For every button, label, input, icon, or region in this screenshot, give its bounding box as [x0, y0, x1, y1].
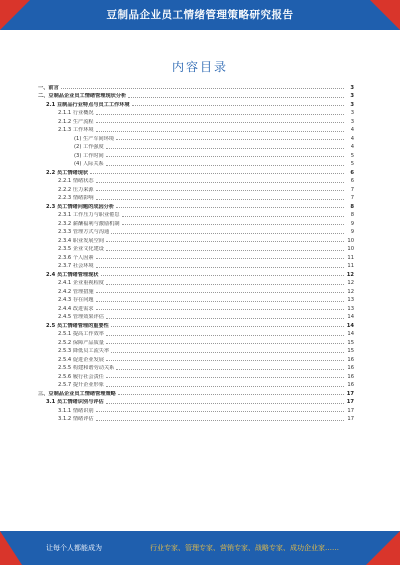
- toc-entry-label: 2.3.2 薪酬福利与激励机制: [58, 220, 120, 227]
- toc-entry-page-number: 13: [347, 305, 354, 312]
- toc-entry-label: 2.4.4 改进需求: [58, 305, 94, 312]
- toc-dot-leader: [96, 258, 344, 259]
- toc-entry[interactable]: [38, 142, 354, 151]
- toc-dot-leader: [96, 292, 344, 293]
- toc-entry-label: 二、豆制品企业员工情绪管理现状分析: [38, 93, 127, 99]
- toc-entry-page-number: 9: [350, 220, 354, 227]
- toc-entry[interactable]: [38, 405, 354, 414]
- toc-entry[interactable]: [38, 91, 354, 100]
- toc-entry-page-number: 13: [347, 297, 354, 303]
- toc-dot-leader: [106, 284, 344, 285]
- toc-dot-leader: [116, 369, 344, 370]
- toc-entry-page-number: 5: [350, 152, 354, 159]
- toc-entry-page-number: 12: [347, 288, 354, 295]
- toc-entry[interactable]: [38, 414, 354, 423]
- footer-corner-right-decoration: [366, 531, 400, 565]
- toc-dot-leader: [96, 182, 344, 183]
- toc-entry[interactable]: [38, 269, 354, 278]
- toc-entry[interactable]: [38, 201, 354, 210]
- table-of-contents: [38, 82, 354, 422]
- toc-entry[interactable]: [38, 363, 354, 372]
- toc-dot-leader: [132, 105, 344, 106]
- toc-entry[interactable]: [38, 176, 354, 185]
- toc-dot-leader: [111, 326, 344, 327]
- toc-entry-page-number: 10: [347, 246, 354, 252]
- toc-dot-leader: [118, 394, 344, 395]
- toc-dot-leader: [122, 216, 344, 217]
- toc-entry-page-number: 12: [346, 271, 354, 278]
- toc-entry-label: 2.5.3 降低员工流失率: [58, 348, 110, 354]
- toc-entry-page-number: 11: [347, 263, 354, 269]
- toc-entry-page-number: 17: [346, 399, 354, 405]
- toc-entry[interactable]: [38, 116, 354, 125]
- toc-entry-label: 2.1.3 工作环境: [58, 127, 94, 133]
- toc-entry[interactable]: [38, 210, 354, 219]
- toc-entry-page-number: 3: [350, 110, 354, 116]
- toc-entry-label: (3) 工作时间: [74, 152, 104, 159]
- toc-entry-page-number: 8: [350, 203, 354, 210]
- toc-entry-page-number: 7: [350, 186, 354, 193]
- toc-dot-leader: [106, 241, 344, 242]
- toc-entry-page-number: 10: [347, 237, 354, 244]
- toc-entry[interactable]: [38, 82, 354, 91]
- toc-entry-page-number: 16: [347, 373, 354, 380]
- toc-entry-label: 2.3.6 个人因素: [58, 254, 94, 261]
- toc-dot-leader: [106, 360, 344, 361]
- toc-entry[interactable]: [38, 159, 354, 168]
- toc-entry-page-number: 16: [347, 356, 354, 363]
- toc-entry[interactable]: [38, 218, 354, 227]
- toc-entry-label: 2.3.3 管理方式与沟通: [58, 229, 110, 235]
- toc-dot-leader: [96, 309, 344, 310]
- toc-entry[interactable]: [38, 371, 354, 380]
- toc-dot-leader: [96, 190, 344, 191]
- toc-dot-leader: [90, 173, 344, 174]
- report-title: 豆制品企业员工情绪管理策略研究报告: [106, 9, 294, 21]
- toc-entry-page-number: 3: [350, 84, 354, 91]
- toc-entry[interactable]: [38, 286, 354, 295]
- toc-entry-page-number: 14: [347, 331, 354, 337]
- toc-entry-label: (4) 人际关系: [74, 161, 104, 167]
- toc-entry[interactable]: [38, 303, 354, 312]
- toc-dot-leader: [101, 275, 345, 276]
- toc-dot-leader: [106, 165, 344, 166]
- toc-entry-page-number: 16: [347, 365, 354, 371]
- footer-tagline: 行业专家、管理专家、营销专家、战略专家、成功企业家……: [150, 544, 339, 552]
- toc-dot-leader: [96, 199, 344, 200]
- toc-entry-page-number: 3: [350, 118, 354, 125]
- toc-entry[interactable]: [38, 108, 354, 117]
- toc-entry-page-number: 15: [347, 348, 354, 354]
- toc-entry-page-number: 11: [347, 254, 354, 261]
- toc-dot-leader: [106, 148, 344, 149]
- toc-entry[interactable]: [38, 133, 354, 142]
- toc-entry[interactable]: [38, 167, 354, 176]
- toc-entry-page-number: 5: [350, 161, 354, 167]
- toc-dot-leader: [128, 97, 344, 98]
- toc-entry-label: 一、前言: [38, 84, 59, 91]
- toc-entry-label: 2.1 豆制品行业特点与员工工作环境: [46, 101, 130, 108]
- toc-entry-label: 2.1.2 生产流程: [58, 118, 94, 125]
- toc-dot-leader: [96, 131, 344, 132]
- toc-entry-page-number: 3: [350, 101, 354, 108]
- toc-entry-page-number: 17: [347, 416, 354, 422]
- toc-entry[interactable]: [38, 329, 354, 338]
- toc-dot-leader: [106, 343, 344, 344]
- toc-entry-label: (2) 工作强度: [74, 144, 104, 150]
- toc-dot-leader: [96, 420, 344, 421]
- toc-entry[interactable]: [38, 380, 354, 389]
- toc-entry-page-number: 16: [347, 382, 354, 388]
- toc-entry[interactable]: [38, 261, 354, 270]
- header-banner: [0, 0, 400, 30]
- toc-entry-label: 3.1 员工情绪识别与评估: [46, 399, 104, 405]
- toc-entry-label: 2.3.5 企业文化建设: [58, 246, 104, 252]
- toc-entry-label: 2.2.3 情绪影响: [58, 195, 94, 201]
- toc-entry[interactable]: [38, 184, 354, 193]
- toc-entry[interactable]: [38, 388, 354, 397]
- toc-dot-leader: [122, 224, 344, 225]
- toc-entry-label: 2.5.7 提升企业形象: [58, 382, 104, 388]
- toc-entry-page-number: 9: [350, 229, 354, 235]
- toc-entry-label: 2.2.2 压力来源: [58, 186, 94, 193]
- toc-entry-label: 2.3.1 工作压力与职业倦怠: [58, 212, 120, 218]
- footer-corner-left-decoration: [0, 531, 22, 565]
- toc-dot-leader: [116, 207, 344, 208]
- toc-entry[interactable]: [38, 252, 354, 261]
- toc-entry[interactable]: [38, 227, 354, 236]
- toc-entry-page-number: 6: [350, 169, 354, 176]
- toc-dot-leader: [96, 267, 344, 268]
- toc-entry[interactable]: [38, 235, 354, 244]
- toc-entry-page-number: 14: [347, 314, 354, 320]
- toc-entry-label: (1) 生产车间环境: [74, 135, 115, 142]
- toc-entry-label: 2.2 员工情绪现状: [46, 169, 89, 176]
- toc-entry-page-number: 14: [346, 322, 354, 329]
- toc-dot-leader: [106, 318, 344, 319]
- toc-entry[interactable]: [38, 278, 354, 287]
- toc-entry[interactable]: [38, 346, 354, 355]
- toc-entry-page-number: 17: [347, 407, 354, 414]
- toc-dot-leader: [61, 88, 344, 89]
- toc-dot-leader: [106, 403, 344, 404]
- toc-dot-leader: [116, 139, 344, 140]
- toc-entry-page-number: 4: [350, 144, 354, 150]
- toc-entry-label: 3.1.2 情绪评估: [58, 416, 94, 422]
- toc-entry-label: 2.5.4 促进企业发展: [58, 356, 104, 363]
- toc-heading: 内容目录: [171, 60, 228, 74]
- toc-dot-leader: [96, 301, 344, 302]
- toc-entry[interactable]: [38, 295, 354, 304]
- toc-entry[interactable]: [38, 150, 354, 159]
- toc-entry-label: 2.4.5 管理效果评估: [58, 314, 104, 320]
- toc-entry-label: 2.2.1 情绪状态: [58, 178, 94, 184]
- footer-banner: [0, 531, 400, 565]
- toc-dot-leader: [106, 386, 344, 387]
- toc-entry-label: 三、豆制品企业员工情绪管理策略: [38, 390, 116, 397]
- toc-entry-page-number: 6: [350, 178, 354, 184]
- toc-entry[interactable]: [38, 125, 354, 134]
- toc-entry-page-number: 12: [347, 280, 354, 286]
- toc-entry-page-number: 15: [347, 339, 354, 346]
- toc-entry-page-number: 3: [350, 93, 354, 99]
- toc-entry-label: 2.3.4 职业发展空间: [58, 237, 104, 244]
- toc-dot-leader: [96, 114, 344, 115]
- toc-entry-label: 2.4 员工情绪管理现状: [46, 271, 99, 278]
- toc-entry[interactable]: [38, 99, 354, 108]
- toc-entry-label: 2.4.1 企业重视程度: [58, 280, 104, 286]
- toc-entry-page-number: 17: [346, 390, 354, 397]
- toc-entry[interactable]: [38, 312, 354, 321]
- toc-entry-label: 2.1.1 行业概况: [58, 110, 94, 116]
- toc-entry-label: 2.3 员工情绪问题的成因分析: [46, 203, 115, 210]
- toc-entry-label: 2.5.1 提高工作效率: [58, 331, 104, 337]
- toc-entry-label: 2.5.5 构建和谐劳动关系: [58, 365, 115, 371]
- toc-entry-label: 2.5 员工情绪管理的重要性: [46, 322, 109, 329]
- toc-dot-leader: [96, 411, 344, 412]
- toc-entry-label: 2.5.2 保障产品质量: [58, 339, 104, 346]
- toc-entry[interactable]: [38, 320, 354, 329]
- toc-entry-label: 2.5.6 履行社会责任: [58, 373, 104, 380]
- toc-entry-label: 2.4.2 管理措施: [58, 288, 94, 295]
- footer-slogan: 让每个人都能成为: [46, 544, 102, 552]
- toc-entry-page-number: 4: [350, 135, 354, 142]
- toc-dot-leader: [111, 352, 344, 353]
- toc-entry[interactable]: [38, 244, 354, 253]
- toc-entry[interactable]: [38, 354, 354, 363]
- toc-entry-page-number: 8: [350, 212, 354, 218]
- toc-entry-label: 2.3.7 社会环境: [58, 263, 94, 269]
- toc-dot-leader: [111, 233, 344, 234]
- toc-dot-leader: [106, 377, 344, 378]
- toc-dot-leader: [106, 335, 344, 336]
- toc-dot-leader: [96, 122, 344, 123]
- toc-entry-page-number: 4: [350, 127, 354, 133]
- toc-entry[interactable]: [38, 397, 354, 406]
- toc-entry[interactable]: [38, 337, 354, 346]
- toc-dot-leader: [106, 250, 344, 251]
- toc-entry-page-number: 7: [350, 195, 354, 201]
- toc-entry[interactable]: [38, 193, 354, 202]
- toc-dot-leader: [106, 156, 344, 157]
- toc-entry-label: 2.4.3 存在问题: [58, 297, 94, 303]
- toc-entry-label: 3.1.1 情绪识别: [58, 407, 94, 414]
